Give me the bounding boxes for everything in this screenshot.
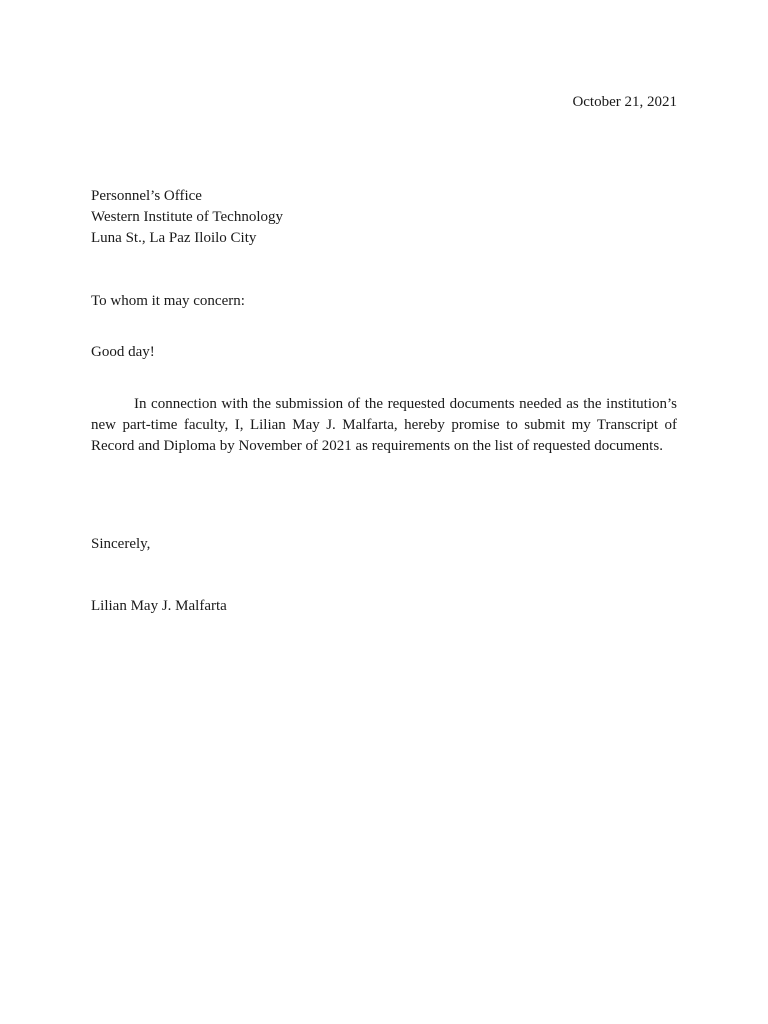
signature-name: Lilian May J. Malfarta xyxy=(91,598,227,614)
recipient-institution: Western Institute of Technology xyxy=(91,209,284,225)
closing: Sincerely, xyxy=(91,536,151,552)
salutation: To whom it may concern: xyxy=(91,293,245,309)
recipient-office: Personnel’s Office xyxy=(91,188,202,204)
recipient-address xyxy=(91,186,283,249)
letter-date: October 21, 2021 xyxy=(572,94,677,110)
body-paragraph: In connection with the submission of the requested documents needed as the institution’s new part-time faculty, I, Lilian May J. Malfarta, hereby promise to submit my Transcript of Record and Diploma by November of 2021 as requirements on the list of requested documents. xyxy=(91,396,677,454)
recipient-street: Luna St., La Paz Iloilo City xyxy=(91,230,257,246)
greeting: Good day! xyxy=(91,344,155,360)
